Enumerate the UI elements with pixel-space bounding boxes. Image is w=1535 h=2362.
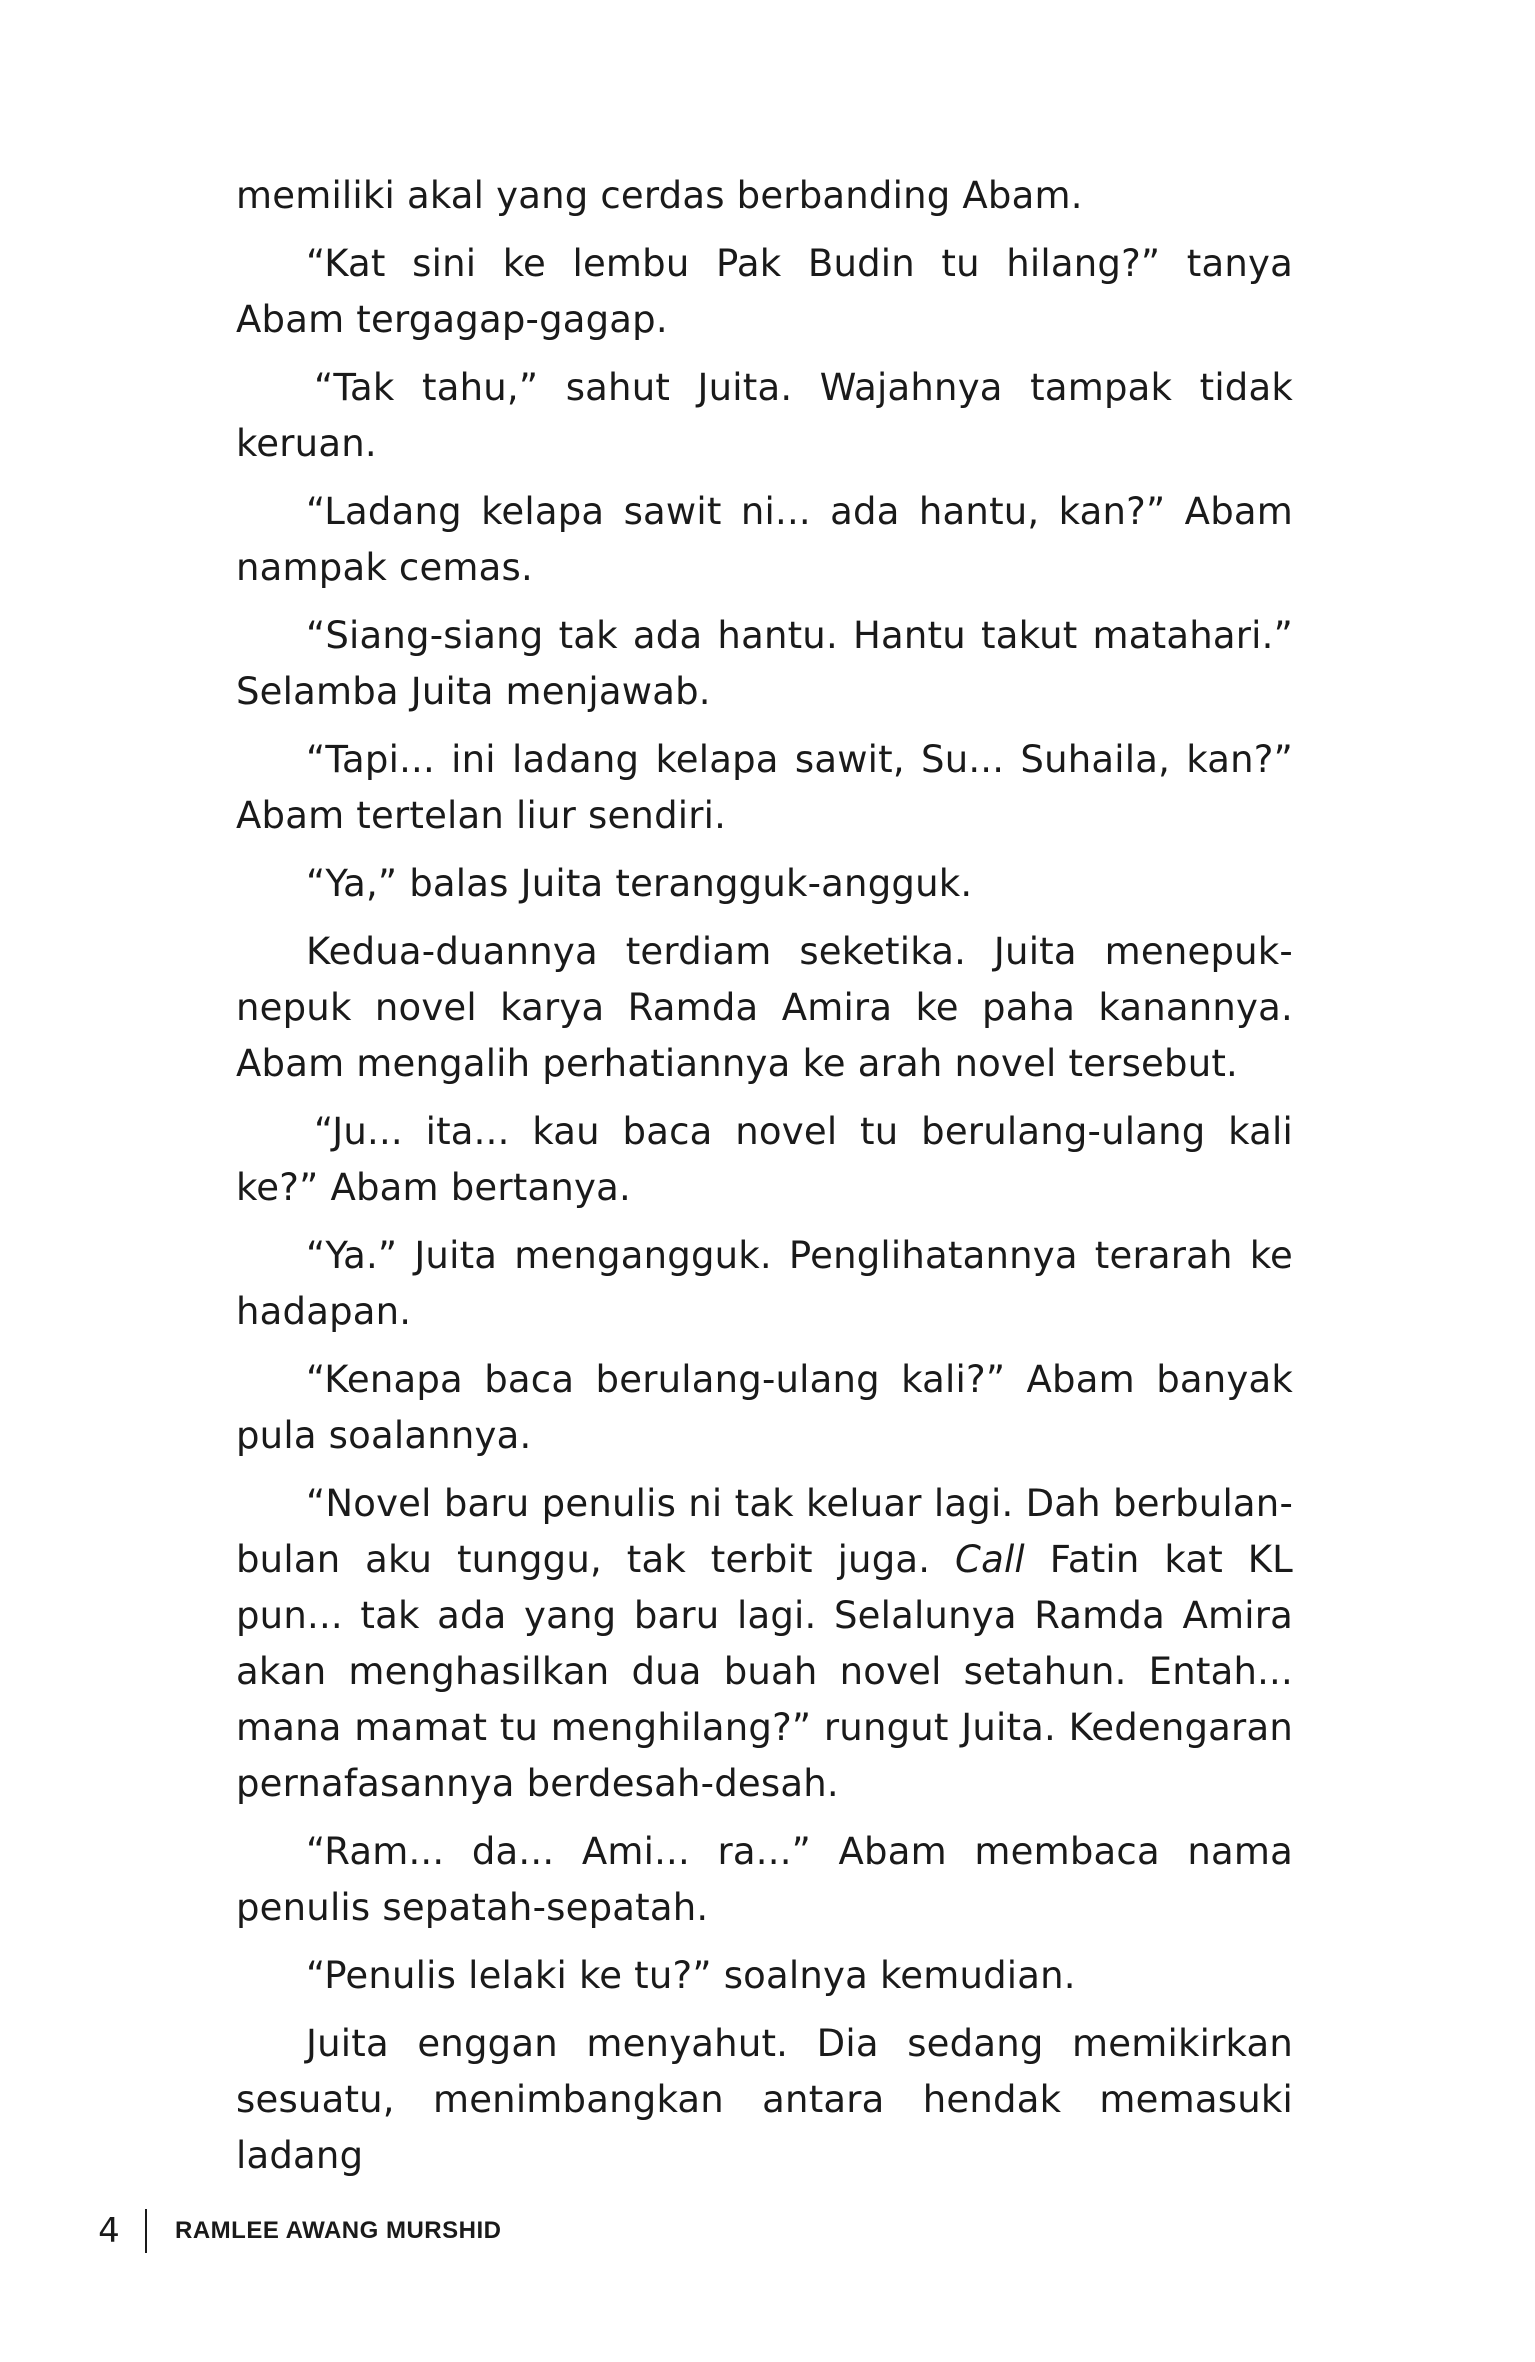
paragraph: “Ju... ita... kau baca novel tu berulang-ulang kali ke?” Abam bertanya. — [236, 1110, 1293, 1209]
paragraph-novel — [236, 1476, 1293, 1812]
paragraph-text: “Novel baru penulis ni tak keluar lagi. Dah berbulan-bulan aku tunggu, tak terbit juga. — [236, 1482, 1293, 1581]
italic-word: Call — [955, 1538, 1025, 1581]
footer-divider — [145, 2209, 147, 2253]
paragraph: “Ladang kelapa sawit ni... ada hantu, kan?” Abam nampak cemas. — [236, 490, 1293, 589]
paragraph-text: Fatin kat KL pun... tak ada yang baru lagi. Selalunya Ramda Amira akan menghasilkan dua buah novel setahun. Entah... mana mamat tu menghilang?” rungut Juita. Kedengaran pernafasannya berdesah-desah. — [236, 1538, 1293, 1805]
paragraph: “Tapi... ini ladang kelapa sawit, Su... Suhaila, kan?” Abam tertelan liur sendiri. — [236, 738, 1293, 837]
page-footer — [93, 2205, 501, 2257]
paragraph: “Tak tahu,” sahut Juita. Wajahnya tampak tidak keruan. — [236, 366, 1293, 465]
running-head-author: RAMLEE AWANG MURSHID — [175, 2217, 502, 2244]
paragraph: “Penulis lelaki ke tu?” soalnya kemudian. — [306, 1954, 1076, 1997]
paragraph: “Siang-siang tak ada hantu. Hantu takut matahari.” Selamba Juita menjawab. — [236, 614, 1293, 713]
paragraph: Juita enggan menyahut. Dia sedang memikirkan sesuatu, menimbangkan antara hendak memasuki ladang — [236, 2022, 1293, 2177]
paragraph: “Ram... da... Ami... ra...” Abam membaca nama penulis sepatah-sepatah. — [236, 1830, 1293, 1929]
paragraph: memiliki akal yang cerdas berbanding Abam. — [236, 174, 1083, 217]
body-text — [236, 168, 1293, 2196]
paragraph: Kedua-duannya terdiam seketika. Juita menepuk-nepuk novel karya Ramda Amira ke paha kanannya. Abam mengalih perhatiannya ke arah novel tersebut. — [236, 930, 1293, 1085]
page-number: 4 — [98, 2211, 120, 2251]
paragraph: “Ya,” balas Juita terangguk-angguk. — [306, 862, 973, 905]
paragraph: “Ya.” Juita mengangguk. Penglihatannya terarah ke hadapan. — [236, 1234, 1293, 1333]
paragraph: “Kenapa baca berulang-ulang kali?” Abam banyak pula soalannya. — [236, 1358, 1293, 1457]
paragraph: “Kat sini ke lembu Pak Budin tu hilang?” tanya Abam tergagap-gagap. — [236, 242, 1293, 341]
